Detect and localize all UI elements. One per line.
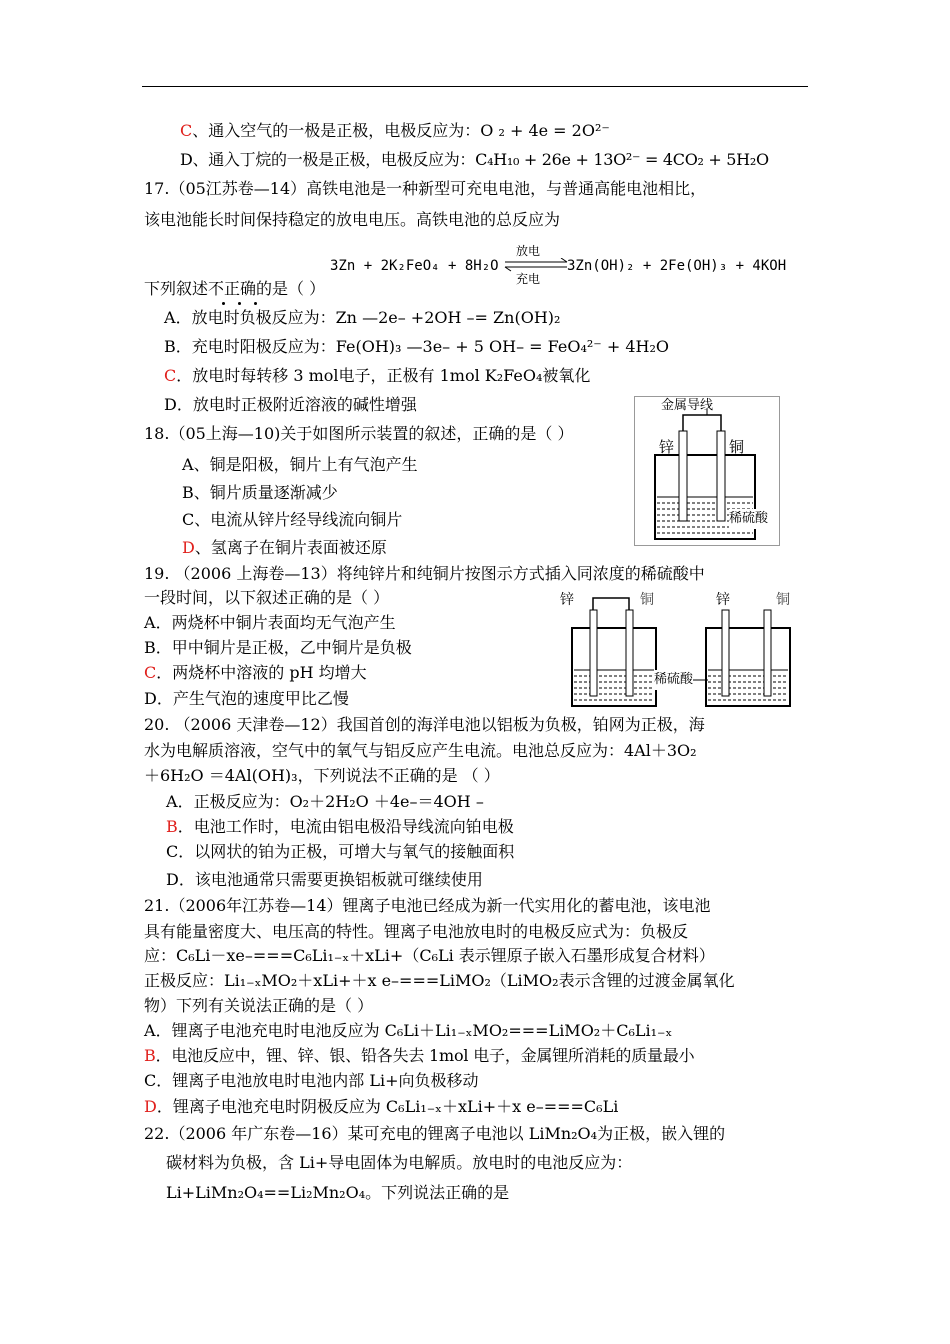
label-zinc: 锌 xyxy=(659,438,675,456)
label-copper: 铜 xyxy=(640,592,654,608)
option-text: ．放电时每转移 3 mol电子，正极有 1mol K₂FeO₄被氧化 xyxy=(176,366,591,385)
option-text: ．电池工作时，电流由铝电极沿导线流向铂电极 xyxy=(177,817,514,836)
option-label: C xyxy=(144,663,157,682)
q18-stem: 18.（05上海—10)关于如图所示装置的叙述，正确的是（ ） xyxy=(144,424,574,443)
emphasis-dot xyxy=(238,302,241,305)
q17-equation-right: 3Zn(OH)₂ + 2Fe(OH)₃ + 4KOH xyxy=(567,258,787,274)
option-label: C xyxy=(144,1071,157,1090)
q17-option-c xyxy=(164,366,590,386)
option-text: 、电流从锌片经导线流向铜片 xyxy=(194,510,403,529)
option-text: ．放电时负极反应为：Zn —2e– +2OH –= Zn(OH)₂ xyxy=(175,308,561,327)
option-label: D xyxy=(166,870,179,889)
q19-option-a xyxy=(144,613,396,633)
q19-option-c xyxy=(144,663,367,683)
q19-stem-line2: 一段时间，以下叙述正确的是（ ） xyxy=(144,588,390,607)
option-label: D xyxy=(144,689,157,708)
q17-option-b xyxy=(164,337,669,357)
option-text: ．电池反应中，锂、锌、银、铅各失去 1mol 电子，金属锂所消耗的质量最小 xyxy=(155,1046,695,1065)
option-text: ．两烧杯中溶液的 pH 均增大 xyxy=(156,663,367,682)
q21-option-b xyxy=(144,1046,694,1066)
q18-galvanic-cell-figure xyxy=(634,396,780,546)
q17-stem-line2: 该电池能长时间保持稳定的放电电压。高铁电池的总反应为 xyxy=(144,210,561,229)
q18-option-a xyxy=(182,455,418,475)
option-text: ．放电时正极附近溶液的碱性增强 xyxy=(176,395,417,414)
option-text: ．充电时阳极反应为：Fe(OH)₃ —3e– + 5 OH– = FeO₄²⁻ + 4H₂O xyxy=(175,337,669,356)
q20-stem-line2: 水为电解质溶液，空气中的氧气与铝反应产生电流。电池总反应为：4Al＋3O₂ xyxy=(144,741,697,760)
option-label: B xyxy=(144,1046,156,1065)
option-text: ．该电池通常只需要更换铝板就可继续使用 xyxy=(178,870,483,889)
option-label: A xyxy=(144,613,156,632)
q20-option-a xyxy=(166,792,484,812)
q19-option-d xyxy=(144,689,349,709)
q17-equation-bottom: 充电 xyxy=(516,272,541,286)
option-label: A xyxy=(144,1021,156,1040)
q17-equation-top: 放电 xyxy=(516,244,541,258)
option-text: ．锂离子电池放电时电池内部 Li+向负极移动 xyxy=(156,1071,479,1090)
q18-option-d xyxy=(182,538,387,558)
q17-stem-line1: 17.（05江苏卷—14）高铁电池是一种新型可充电电池，与普通高能电池相比， xyxy=(144,179,707,198)
q20-option-b xyxy=(166,817,514,837)
label-acid: 稀硫酸 xyxy=(654,670,693,690)
q20-stem-line3: ＋6H₂O ＝4Al(OH)₃，下列说法不正确的是 （ ） xyxy=(144,766,500,785)
option-label: C xyxy=(164,366,177,385)
label-zinc: 锌 xyxy=(716,592,730,608)
option-label: D xyxy=(144,1097,157,1116)
option-label: B xyxy=(182,483,194,502)
option-text: ．产生气泡的速度甲比乙慢 xyxy=(156,689,349,708)
option-label: C xyxy=(180,121,193,140)
option-label: C xyxy=(166,842,179,861)
q21-stem-line5: 物）下列有关说法正确的是（ ） xyxy=(144,996,374,1015)
q20-stem-line1: 20. （2006 天津卷—12）我国首创的海洋电池以铝板为负极，铂网为正极，海 xyxy=(144,715,705,734)
label-copper: 铜 xyxy=(729,438,745,456)
label-acid: 稀硫酸 xyxy=(729,509,768,529)
option-label: D xyxy=(180,150,193,169)
option-label: B xyxy=(144,638,156,657)
option-label: A xyxy=(182,455,194,474)
option-text: 、通入丁烷的一极是正极，电极反应为：C₄H₁₀ + 26e + 13O²⁻ = 4CO₂ + 5H₂O xyxy=(192,150,769,169)
q21-stem-line3: 应：C₆Li－xe–===C₆Li₁₋ₓ＋xLi+（C₆Li 表示锂原子嵌入石墨形成复合材料） xyxy=(144,946,715,965)
option-text: 、通入空气的一极是正极，电极反应为：O ₂ + 4e = 2O²⁻ xyxy=(192,121,610,140)
q16-option-c xyxy=(180,121,610,141)
option-text: ．甲中铜片是正极，乙中铜片是负极 xyxy=(155,638,412,657)
label-wire: 金属导线 xyxy=(661,398,714,413)
option-label: D xyxy=(182,538,195,557)
option-text: ．锂离子电池充电时阴极反应为 C₆Li₁₋ₓ＋xLi+＋x e–===C₆Li xyxy=(156,1097,619,1116)
q19-stem-line1: 19. （2006 上海卷—13）将纯锌片和纯铜片按图示方式插入同浓度的稀硫酸中 xyxy=(144,564,705,583)
option-label: B xyxy=(166,817,178,836)
option-label: D xyxy=(164,395,177,414)
q21-option-d xyxy=(144,1097,618,1117)
option-text: ．正极反应为：O₂＋2H₂O ＋4e–＝4OH – xyxy=(177,792,484,811)
q16-option-d xyxy=(180,150,769,170)
q21-option-a xyxy=(144,1021,672,1041)
option-text: ．锂离子电池充电时电池反应为 C₆Li＋Li₁₋ₓMO₂===LiMO₂＋C₆Li₁₋ₓ xyxy=(155,1021,673,1040)
q22-stem-line2: 碳材料为负极，含 Li+导电固体为电解质。放电时的电池反应为： xyxy=(166,1153,633,1172)
q19-option-b xyxy=(144,638,412,658)
emphasis-dot xyxy=(222,302,225,305)
option-label: A xyxy=(166,792,178,811)
emphasis-dot xyxy=(254,302,257,305)
option-text: 、铜是阳极，铜片上有气泡产生 xyxy=(193,455,418,474)
option-text: ．以网状的铂为正极，可增大与氧气的接触面积 xyxy=(178,842,515,861)
q21-stem-line2: 具有能量密度大、电压高的特性。锂离子电池放电时的电极反应式为：负极反 xyxy=(144,922,689,941)
q17-option-a xyxy=(164,308,560,328)
q17-equation-left: 3Zn + 2K₂FeO₄ + 8H₂O xyxy=(330,258,499,274)
header-rule xyxy=(142,86,808,87)
q21-stem-line4: 正极反应：Li₁₋ₓMO₂＋xLi+＋x e–===LiMO₂（LiMO₂表示含锂的过渡金属氧化 xyxy=(144,971,735,990)
option-label: A xyxy=(164,308,176,327)
option-text: 、氢离子在铜片表面被还原 xyxy=(194,538,387,557)
label-copper: 铜 xyxy=(776,592,790,608)
reversible-arrow-icon xyxy=(503,258,569,272)
q18-option-b xyxy=(182,483,338,503)
q20-option-c xyxy=(166,842,514,862)
q21-option-c xyxy=(144,1071,479,1091)
option-label: C xyxy=(182,510,195,529)
q22-stem-line1: 22.（2006 年广东卷—16）某可充电的锂离子电池以 LiMn₂O₄为正极，嵌入锂的 xyxy=(144,1124,726,1143)
q21-stem-line1: 21.（2006年江苏卷—14）锂离子电池已经成为新一代实用化的蓄电池，该电池 xyxy=(144,896,711,915)
option-label: B xyxy=(164,337,176,356)
q20-option-d xyxy=(166,870,483,890)
q17-option-d xyxy=(164,395,417,415)
q18-option-c xyxy=(182,510,402,530)
q17-question: 下列叙述不正确的是（ ） xyxy=(144,279,326,298)
q19-two-beaker-figure xyxy=(556,588,796,712)
q22-stem-line3: Li+LiMn₂O₄==Li₂Mn₂O₄。下列说法正确的是 xyxy=(166,1183,510,1202)
option-text: 、铜片质量逐渐减少 xyxy=(193,483,338,502)
option-text: ．两烧杯中铜片表面均无气泡产生 xyxy=(155,613,396,632)
label-zinc: 锌 xyxy=(560,592,574,608)
